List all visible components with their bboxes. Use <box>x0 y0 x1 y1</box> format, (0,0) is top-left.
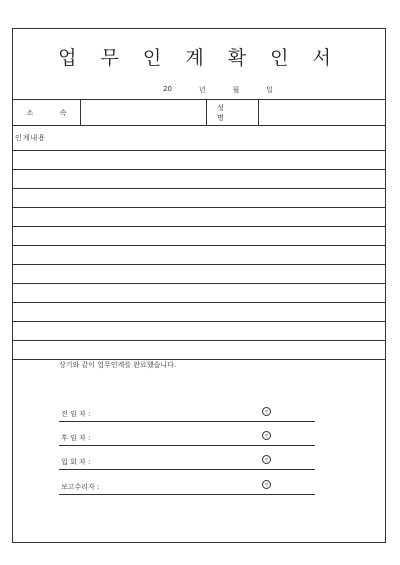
handover-line[interactable] <box>13 340 385 341</box>
date-day[interactable]: 일 <box>266 86 273 94</box>
name-label: 성 명 <box>207 100 259 125</box>
handover-line[interactable] <box>13 321 385 322</box>
confirm-statement: 상기와 같이 업무인계를 완료했습니다. <box>59 361 177 369</box>
seal-icon: 인 <box>262 480 271 489</box>
form-title: 업 무 인 계 확 인 서 <box>58 47 340 69</box>
date-year-prefix[interactable]: 20 <box>163 85 172 93</box>
signature-label: 후 임 자 : <box>61 434 91 442</box>
date-year-suffix: 년 <box>198 86 206 94</box>
handover-content-label: 인계내용 <box>15 134 47 142</box>
handover-line[interactable] <box>13 226 385 227</box>
handover-line[interactable] <box>13 245 385 246</box>
signature-row-approver[interactable] <box>59 480 315 495</box>
handover-line[interactable] <box>13 264 385 265</box>
handover-line[interactable] <box>13 169 385 170</box>
handover-line[interactable] <box>13 188 385 189</box>
handover-line[interactable] <box>13 150 385 151</box>
handover-form <box>12 28 386 543</box>
signature-row-successor[interactable] <box>59 431 315 446</box>
seal-icon: 인 <box>262 455 271 464</box>
seal-icon: 인 <box>262 431 271 440</box>
handover-line[interactable] <box>13 302 385 303</box>
handover-line[interactable] <box>13 207 385 208</box>
signature-label: 입 회 자 : <box>61 458 91 466</box>
affiliation-label: 소 속 <box>13 100 81 125</box>
signature-label: 보고수리자 : <box>61 483 100 491</box>
signature-row-witness[interactable] <box>59 455 315 470</box>
handover-line[interactable] <box>13 283 385 284</box>
signature-label: 전 임 자 : <box>61 410 91 418</box>
seal-icon: 인 <box>262 407 271 416</box>
date-month[interactable]: 월 <box>232 86 240 94</box>
signature-row-predecessor[interactable] <box>59 407 315 422</box>
